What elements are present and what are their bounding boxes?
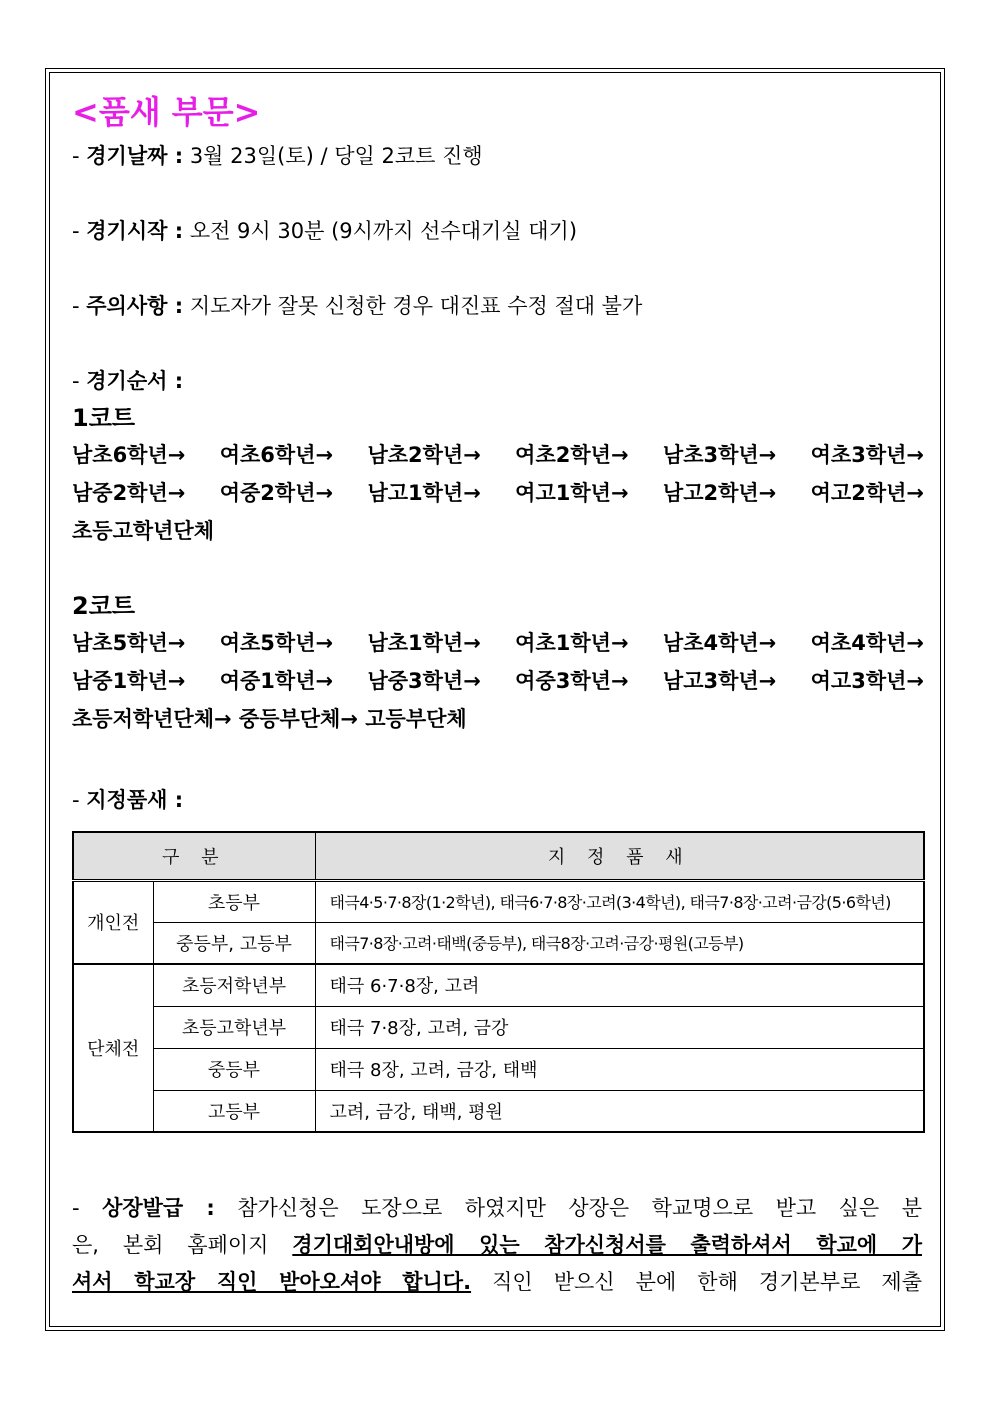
- bullet-dash: -: [72, 144, 80, 168]
- court1-order-line: 남초6학년→ 여초6학년→ 남초2학년→ 여초2학년→ 남초3학년→ 여초3학년→: [72, 443, 924, 467]
- game-start-line: [72, 213, 924, 250]
- game-order-line: [72, 363, 924, 400]
- section-title: <품새 부문>: [72, 93, 261, 131]
- table-row: [73, 1006, 924, 1048]
- game-date-value: 3월 23일(토) / 당일 2코트 진행: [189, 144, 483, 168]
- division-cell: 초등고학년부: [153, 1006, 315, 1048]
- division-cell: 고등부: [153, 1090, 315, 1132]
- header-division: 구 분: [73, 832, 315, 880]
- division-cell: 중등부, 고등부: [153, 922, 315, 964]
- notice-emphasis: 경기대회안내방에 있는 참가신청서를 출력하셔서 학교에 가: [292, 1233, 922, 1257]
- game-order-label: 경기순서 :: [86, 369, 184, 393]
- poomsae-cell: 태극7·8장·고려·태백(중등부), 태극8장·고려·금강·평원(고등부): [315, 922, 924, 964]
- court1-title: 1코트: [72, 404, 136, 432]
- bullet-dash: -: [72, 788, 80, 812]
- notice-line: [72, 1227, 922, 1264]
- division-cell: 초등부: [153, 880, 315, 922]
- award-label: 상장발급 :: [102, 1196, 215, 1220]
- court2-title: 2코트: [72, 592, 136, 620]
- court1-order-line: 남중2학년→ 여중2학년→ 남고1학년→ 여고1학년→ 남고2학년→ 여고2학년→: [72, 481, 924, 505]
- poomsae-cell: 태극 6·7·8장, 고려: [315, 964, 924, 1006]
- notice-line: [72, 1190, 922, 1227]
- court2-order-line: 남초5학년→ 여초5학년→ 남초1학년→ 여초1학년→ 남초4학년→ 여초4학년→: [72, 631, 924, 655]
- poomsae-cell: 태극 8장, 고려, 금강, 태백: [315, 1048, 924, 1090]
- caution-line: [72, 288, 924, 325]
- division-cell: 중등부: [153, 1048, 315, 1090]
- bullet-dash: -: [72, 1196, 80, 1220]
- table-row: [73, 1048, 924, 1090]
- game-start-value: 오전 9시 30분 (9시까지 선수대기실 대기): [189, 219, 578, 243]
- game-date-line: [72, 138, 924, 175]
- table-row: [73, 964, 924, 1006]
- table-row: [73, 1090, 924, 1132]
- caution-value: 지도자가 잘못 신청한 경우 대진표 수정 절대 불가: [189, 294, 643, 318]
- bullet-dash: -: [72, 369, 80, 393]
- game-date-label: 경기날짜 :: [86, 144, 184, 168]
- notice-text: 직인 받으신 분에 한해 경기본부로 제출: [492, 1270, 922, 1294]
- caution-label: 주의사항 :: [86, 294, 184, 318]
- header-poomsae: 지 정 품 새: [315, 832, 924, 880]
- game-start-label: 경기시작 :: [86, 219, 184, 243]
- group-individual: 개인전: [73, 880, 153, 964]
- poomsae-cell: 태극4·5·7·8장(1·2학년), 태극6·7·8장·고려(3·4학년), 태극7·8장·고려·금강(5·6학년): [315, 880, 924, 922]
- award-notice: [72, 1190, 922, 1301]
- notice-text: 참가신청은 도장으로 하였지만 상장은 학교명으로 받고 싶은 분: [237, 1196, 922, 1220]
- notice-text: 은, 본회 홈페이지: [72, 1233, 269, 1257]
- court2-order-line: 초등저학년단체→ 중등부단체→ 고등부단체: [72, 707, 467, 731]
- notice-line: [72, 1264, 922, 1301]
- table-row: [73, 922, 924, 964]
- bullet-dash: -: [72, 294, 80, 318]
- poomsae-cell: 고려, 금강, 태백, 평원: [315, 1090, 924, 1132]
- court1-order-line: 초등고학년단체: [72, 519, 215, 543]
- table-header-row: [73, 832, 924, 880]
- designated-poomsae-label: 지정품새 :: [86, 788, 184, 812]
- court2-order-line: 남중1학년→ 여중1학년→ 남중3학년→ 여중3학년→ 남고3학년→ 여고3학년→: [72, 669, 924, 693]
- poomsae-table: [72, 831, 925, 1133]
- designated-poomsae-line: [72, 782, 924, 819]
- bullet-dash: -: [72, 219, 80, 243]
- group-team: 단체전: [73, 964, 153, 1132]
- table-row: [73, 880, 924, 922]
- notice-emphasis: 셔서 학교장 직인 받아오셔야 합니다.: [72, 1270, 472, 1294]
- division-cell: 초등저학년부: [153, 964, 315, 1006]
- poomsae-cell: 태극 7·8장, 고려, 금강: [315, 1006, 924, 1048]
- document-body: [72, 86, 924, 819]
